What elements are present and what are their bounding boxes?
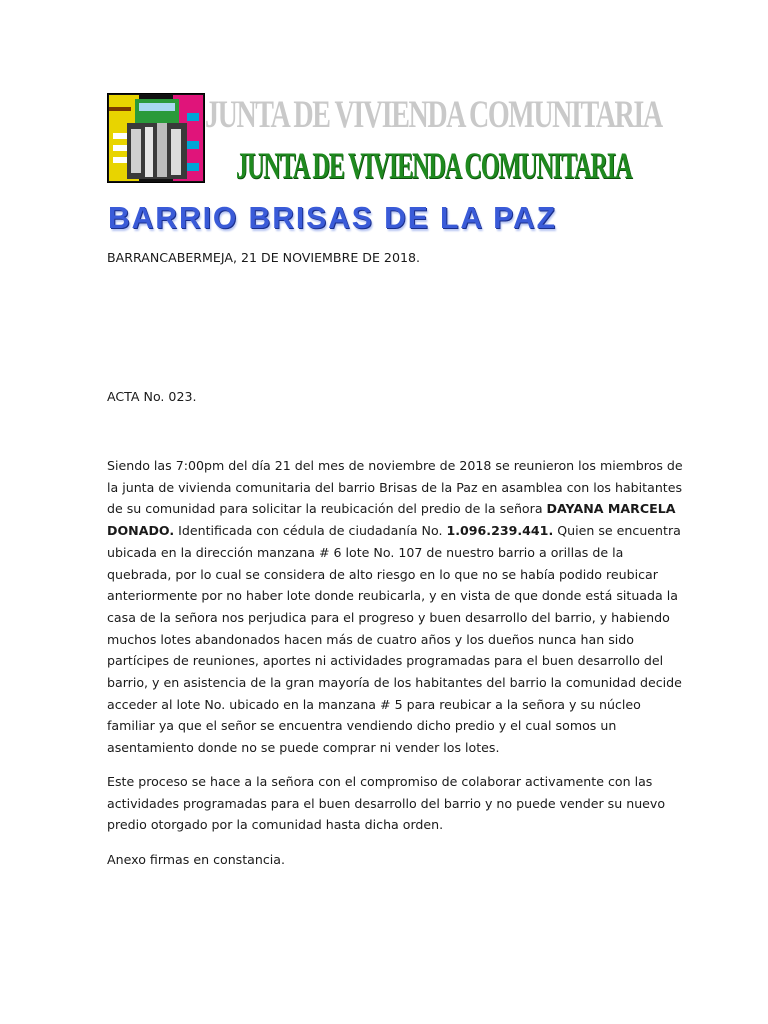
date-line: BARRANCABERMEJA, 21 DE NOVIEMBRE DE 2018. [107,250,420,265]
commitment-line: actividades programadas para el buen desarrollo del barrio y no puede vender su nuevo [107,795,666,811]
acta-number: ACTA No. 023. [107,389,197,404]
body-line: asentamiento donde no se puede comprar ni vender los lotes. [107,740,500,756]
body-line: la junta de vivienda comunitaria del barrio Brisas de la Paz en asamblea con los habitantes [107,479,683,495]
body-text: Identificada con cédula de ciudadanía No. [174,523,447,539]
commitment-line: Este proceso se hace a la señora con el compromiso de colaborar activamente con las [107,774,653,789]
body-line [107,520,681,542]
beneficiary-name: DAYANA MARCELA [546,501,676,517]
body-line: barrio, y en asistencia de la gran mayoría de los habitantes del barrio la comunidad decide [107,675,682,691]
organization-title: JUNTA DE VIVIENDA COMUNITARIA [236,146,632,187]
body-line [107,498,676,520]
body-line: quebrada, por lo cual se considera de alto riesgo en lo que no se había podido reubicar [107,566,658,582]
body-text: de su comunidad para solicitar la reubicación del predio de la señora [107,501,547,517]
commitment-paragraph [107,771,667,836]
body-line: casa de la señora nos perjudica para el progreso y buen desarrollo del barrio, y habiendo [107,609,670,625]
neighborhood-title: BARRIO BRISAS DE LA PAZ [108,200,557,235]
id-number: 1.096.239.441. [446,523,554,539]
body-line: anteriormente por no haber lote donde reubicarla, y en vista de que donde está situada la [107,588,678,604]
body-text: Quien se encuentra [553,523,681,539]
commitment-line: predio otorgado por la comunidad hasta dicha orden. [107,817,444,833]
body-paragraph [107,455,683,759]
body-line: partícipes de reuniones, aportes ni actividades programadas para el buen desarrollo del [107,653,664,669]
body-line: Siendo las 7:00pm del día 21 del mes de noviembre de 2018 se reunieron los miembros de [107,458,683,473]
closing-line: Anexo firmas en constancia. [107,852,286,867]
beneficiary-surname: DONADO. [107,523,175,539]
body-line: acceder al lote No. ubicado en la manzana # 5 para reubicar a la señora y su núcleo [107,696,641,712]
header-ghost-title: JUNTA DE VIVIENDA COMUNITARIA [205,93,662,136]
body-line: muchos lotes abandonados hacen más de cuatro años y los dueños nunca han sido [107,631,634,647]
community-housing-logo-icon [107,93,205,183]
body-line: ubicada en la dirección manzana # 6 lote No. 107 de nuestro barrio a orillas de la [107,544,624,560]
body-line: familiar ya que el señor se encuentra vendiendo dicho predio y el cual somos un [107,718,617,734]
